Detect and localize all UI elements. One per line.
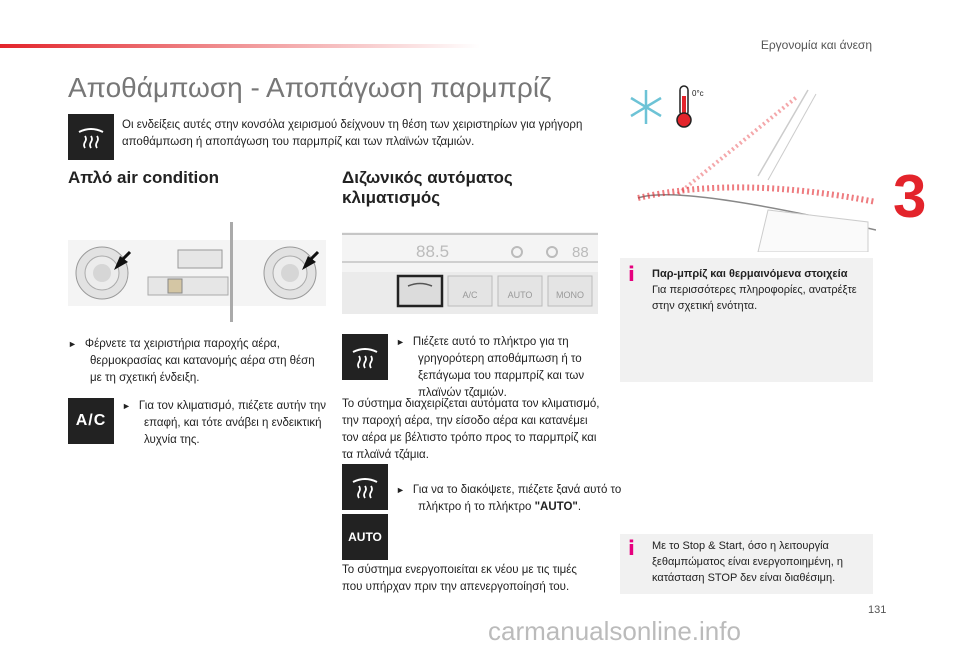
header-accent-bar [0, 44, 480, 48]
bullet-stop-text: Για να το διακόψετε, πιέζετε ξανά αυτό το πλήκτρο ή το πλήκτρο [412, 484, 622, 513]
bullet-defrost-button [396, 334, 620, 402]
page-number: 131 [868, 604, 887, 616]
bullet-ac-button [122, 398, 344, 449]
panel-temp-display: 88.5 [416, 242, 450, 261]
bullet-marker-icon: ► [122, 401, 131, 411]
panel-ac-button-label: A/C [462, 290, 478, 300]
defrost-icon [342, 464, 388, 510]
panel-auto-button-label: AUTO [507, 290, 533, 300]
info-icon: i [628, 536, 635, 560]
panel-mono-button-label: MONO [556, 290, 584, 300]
ac-button-icon [68, 398, 114, 444]
bullet-stop-defrost [396, 482, 622, 516]
auto-quoted: "AUTO" [534, 501, 578, 513]
bullet-marker-icon: ► [396, 485, 405, 495]
watermark: carmanualsonline.info [488, 616, 741, 646]
bullet-marker-icon: ► [68, 339, 77, 349]
ac-label: A/C [75, 412, 107, 429]
heading-dual-zone: Διζωνικός αυτόματος κλιματισμός [342, 168, 513, 207]
auto-label: AUTO [348, 530, 382, 544]
chapter-number: 3 [893, 163, 927, 230]
section-header: Εργονομία και άνεση [760, 38, 872, 52]
info-title: Παρ-μπρίζ και θερμαινόμενα στοιχεία [652, 268, 848, 280]
auto-system-paragraph: Το σύστημα διαχειρίζεται αυτόματα τον κλιματισμό, την παροχή αέρα, την είσοδο αέρα και κατανέμει τον αέρα με βέλτιστο τρόπο προς το παρμπρίζ και τα πλαϊνά τζάμια. [342, 398, 600, 461]
bullet-stop-period: . [577, 501, 582, 513]
bullet-marker-icon: ► [396, 337, 405, 347]
info-text: Για περισσότερες πληροφορίες, ανατρέξτε στην σχετική ενότητα. [652, 284, 857, 312]
simple-ac-panel-illustration [68, 222, 326, 322]
intro-text: Οι ενδείξεις αυτές στην κονσόλα χειρισμού δείχνουν τη θέση των χειριστηρίων για γρήγορη αποθάμπωση ή αποπάγωση του παρμπρίζ και των πλαϊνών τζαμιών. [122, 119, 583, 148]
reactivation-paragraph: Το σύστημα ενεργοποιείται εκ νέου με τις τιμές που υπήρχαν πριν την απενεργοποίησή του. [342, 564, 577, 593]
windscreen-defrost-illustration [618, 80, 876, 252]
defrost-icon [342, 334, 388, 380]
info-box-stop-start [620, 534, 873, 594]
bullet-defrost-text: Πιέζετε αυτό το πλήκτρο για τη γρηγορότερη αποθάμπωση ή το ξεπάγωμα του παρμπρίζ και των πλαϊνών τζαμιών. [412, 336, 585, 399]
bullet-airflow-controls [68, 336, 326, 387]
stop-start-text: Με το Stop & Start, όσο η λειτουργία ξεθαμπώματος είναι ενεργοποιημένη, η κατάσταση STOP δεν είναι διαθέσιμη. [652, 540, 843, 584]
thermometer-label: 0°c [692, 89, 704, 98]
bullet-airflow-text: Φέρνετε τα χειριστήρια παροχής αέρα, θερμοκρασίας και κατανομής αέρα στη θέση με τη σχετική ένδειξη. [84, 338, 315, 384]
info-icon: i [628, 262, 635, 286]
bullet-ac-text: Για τον κλιματισμό, πιέζετε αυτήν την επαφή, και τότε ανάβει η ενδεικτική λυχνία της. [138, 400, 327, 446]
panel-display-right: 88 [572, 244, 589, 261]
heading-simple-ac: Απλό air condition [68, 168, 220, 187]
info-box-windscreen [620, 258, 873, 382]
auto-button-icon [342, 514, 388, 560]
defrost-icon [68, 114, 114, 160]
dual-zone-panel-illustration [342, 232, 598, 314]
page-title: Αποθάμπωση - Αποπάγωση παρμπρίζ [68, 72, 552, 103]
